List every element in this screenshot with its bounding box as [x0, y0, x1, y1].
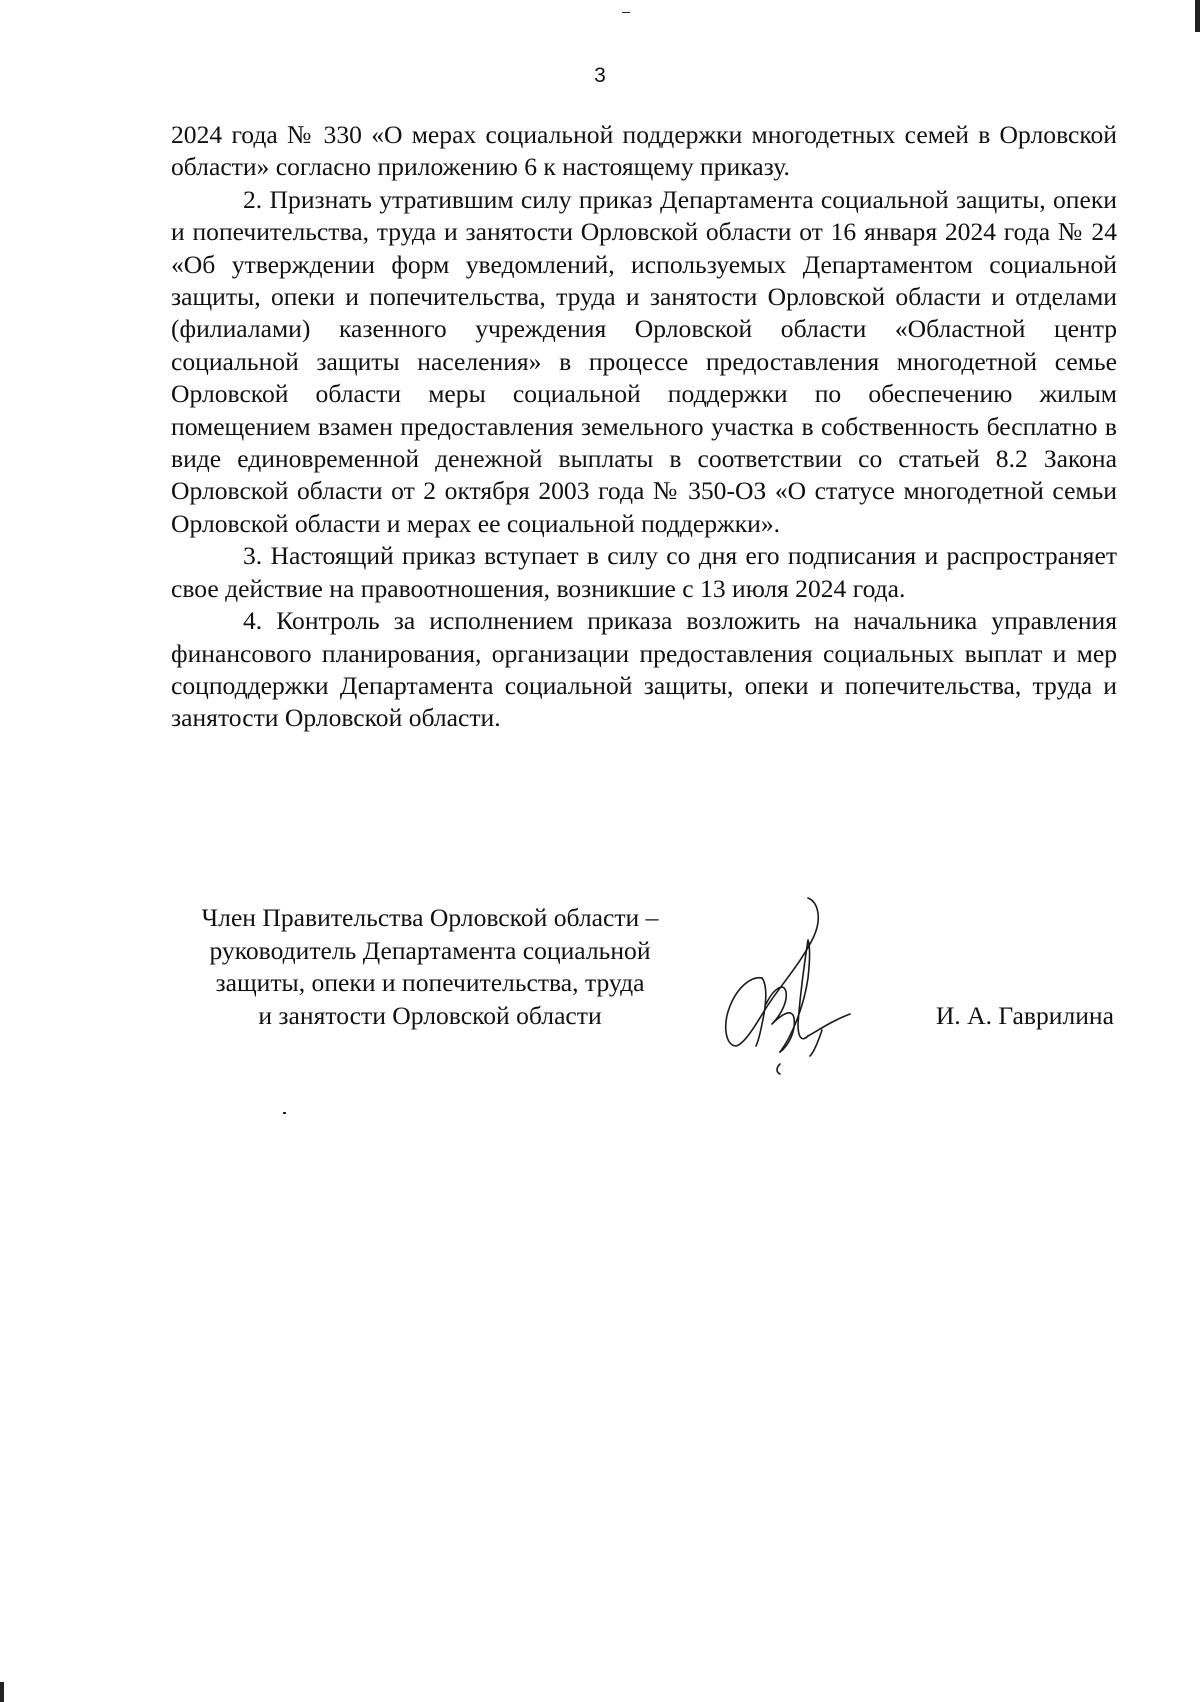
signatory-name: И. А. Гаврилина	[935, 1001, 1114, 1030]
signatory-position-line: и занятости Орловской области	[258, 1000, 602, 1030]
paragraph-item-4: 4. Контроль за исполнением приказа возложить на начальника управления финансового планирования, организации предоставления социальных выплат и мер соцподдержки Департамента социальной защиты, опеки и попечительства, труда и занятости Орловской области.	[171, 606, 1117, 733]
scan-artifact-dot	[283, 1112, 286, 1114]
signatory-position	[160, 902, 700, 1032]
signatory-position-line: руководитель Департамента социальной	[209, 935, 651, 965]
scan-artifact-mark	[0, 1682, 4, 1702]
document-body	[171, 119, 1117, 735]
signatory-position-line: Член Правительства Орловской области –	[201, 903, 659, 932]
scan-artifact-mark	[1195, 0, 1200, 32]
page-number: 3	[594, 64, 606, 87]
scan-artifact-dot	[622, 12, 630, 13]
paragraph-continuation: 2024 года № 330 «О мерах социальной поддержки многодетных семей в Орловской области» согласно приложению 6 к настоящему приказу.	[171, 120, 1117, 182]
paragraph-item-3: 3. Настоящий приказ вступает в силу со дня его подписания и распространяет свое действие на правоотношения, возникшие с 13 июля 2024 года.	[171, 541, 1117, 603]
signatory-position-line: защиты, опеки и попечительства, труда	[215, 968, 645, 998]
handwritten-signature	[722, 896, 872, 1076]
paragraph-item-2: 2. Признать утратившим силу приказ Департамента социальной защиты, опеки и попечительства, труда и занятости Орловской области от 16 января 2024 года № 24 «Об утверждении форм уведомлений, используемых Департаментом социальной защиты, опеки и попечительства, труда и занятости Орловской области и отделами (филиалами) казенного учреждения Орловской области «Областной центр социальной защиты населения» в процессе предоставления многодетной семье Орловской области меры социальной поддержки по обеспечению жилым помещением взамен предоставления земельного участка в собственность бесплатно в виде единовременной денежной выплаты в соответствии со статьей 8.2 Закона Орловской области от 2 октября 2003 года № 350-ОЗ «О статусе многодетной семьи Орловской области и мерах ее социальной поддержки».	[171, 184, 1117, 538]
